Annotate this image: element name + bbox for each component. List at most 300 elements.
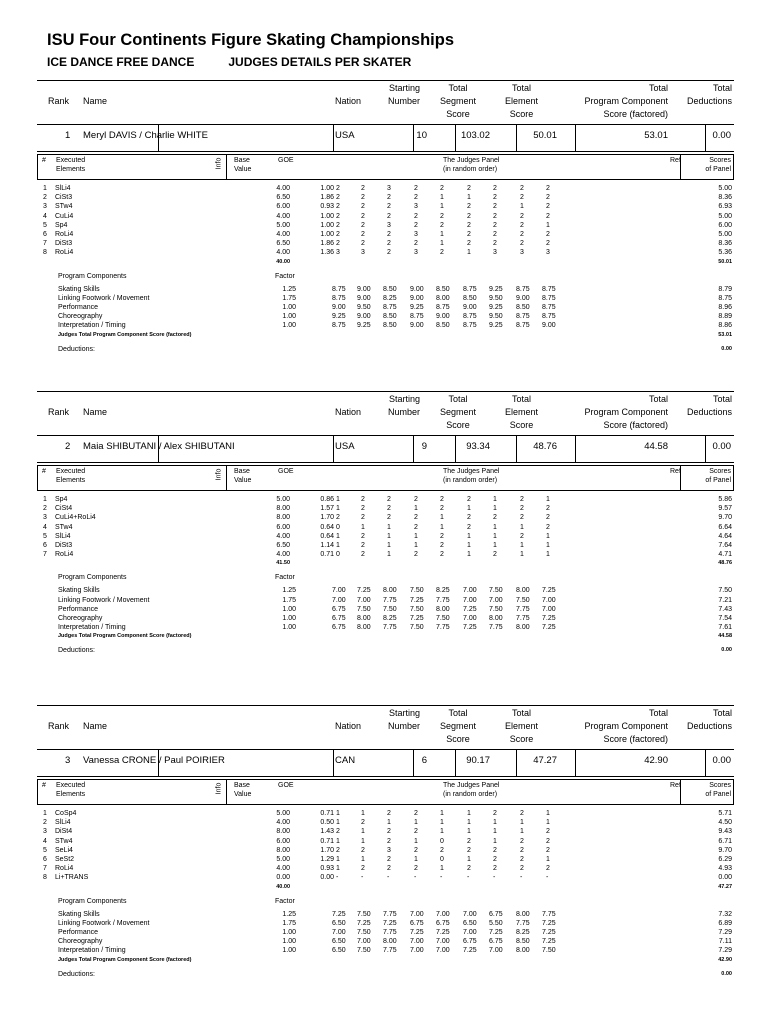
component-judge-score: 8.00 [436,605,450,613]
component-judge-score: 9.00 [463,304,477,311]
total-deductions-label-line: Deductions [686,96,732,106]
judge-score: 2 [440,846,444,854]
skater-nation: USA [335,130,355,141]
judge-score: 2 [361,203,365,211]
component-judge-score: 8.75 [436,304,450,311]
judge-score: 2 [520,865,524,873]
component-judge-score: 7.00 [489,947,503,955]
judge-score: 2 [493,856,497,863]
base-value: 0.00 [276,874,290,882]
components-header [37,273,734,282]
elements-label: Elements [56,166,86,173]
panel-score: 9.57 [718,505,732,513]
panel-score: 5.00 [718,212,732,220]
judge-score: 2 [467,837,471,845]
judge-score: 2 [361,846,365,854]
element-totals-row [37,259,734,268]
judge-score: 1 [467,249,471,257]
total-segment-score: 103.02 [460,130,490,141]
component-judge-score: 7.25 [357,587,371,595]
judge-score: 2 [467,212,471,220]
component-judge-score: 6.50 [332,947,346,955]
judge-score: 1 [520,523,524,531]
judge-score: 3 [414,203,418,211]
total-segment-score-label-line: Segment [439,407,476,417]
total-element-score-label [505,707,538,746]
component-judge-score: 7.00 [332,587,346,595]
goe-value: 0.71 [320,551,334,559]
total-program-component-label [584,393,668,432]
judge-score: 1 [467,551,471,559]
element-score-total: 47.27 [718,883,732,890]
component-row [37,929,734,938]
panel-score: 6.29 [718,856,732,863]
judge-score: 1 [493,496,497,503]
judge-score: 2 [387,837,391,845]
component-factor: 1.00 [282,322,296,330]
rank-label: Rank [48,721,70,731]
element-totals-row [37,560,734,569]
component-factor: 1.00 [282,929,296,936]
judge-score: 1 [440,819,444,827]
element-number: 1 [43,185,47,192]
event-name: ICE DANCE FREE DANCE [47,55,195,69]
component-name: Choreography [58,313,103,321]
base-value: 8.00 [276,505,290,513]
judge-score: 1 [520,542,524,549]
element-code: STw4 [55,837,73,845]
component-judge-score: 7.25 [463,947,477,955]
rank-label: Rank [48,96,70,106]
header-column-divider [575,124,576,151]
judge-score: 2 [361,240,365,248]
judge-score: 2 [467,514,471,522]
judge-score: 0 [336,523,340,531]
judge-score: 2 [467,231,471,238]
judge-score: - [467,874,470,882]
component-judge-score: 7.25 [410,615,424,622]
element-header-divider [226,466,227,490]
judge-score: 2 [336,514,340,522]
component-judge-score: 7.50 [357,947,371,955]
judge-score: 2 [520,221,524,229]
component-judge-score: 7.25 [542,919,556,927]
header-column-divider [705,124,706,151]
factor-label: Factor [275,574,295,582]
value-label: Value [234,791,252,798]
component-judge-score: 7.00 [410,938,424,946]
judge-score: 2 [414,865,418,873]
starting-number-label-line: Starting [388,708,420,718]
judge-score: - [387,874,390,882]
total-segment-score-label [440,707,476,746]
judge-score: 1 [387,542,391,549]
judge-score: 2 [467,865,471,873]
element-row [37,496,734,505]
judge-score: 2 [467,240,471,248]
total-deductions: 0.00 [712,130,731,141]
total-deductions-label [687,707,732,733]
component-factor: 1.00 [282,304,296,311]
judge-score: 2 [467,523,471,531]
judges-total-label: Judges Total Program Component Score (factored) [58,331,192,338]
element-row [37,231,734,240]
header-column-divider [455,749,456,776]
judge-score: 2 [387,240,391,248]
goe-label: GOE [278,157,294,164]
elements-label: Elements [56,477,86,484]
component-judge-score: 7.50 [357,605,371,613]
component-name: Choreography [58,938,103,946]
starting-number-label [388,707,420,733]
judge-score: 2 [440,496,444,503]
goe-value: 0.71 [320,837,334,845]
of-panel-label: of Panel [705,166,731,173]
component-row [37,587,734,596]
judge-score: 2 [414,212,418,220]
component-judge-score: 7.25 [542,615,556,622]
panel-score: 8.36 [718,194,732,202]
goe-value: 1.36 [320,249,334,257]
judge-score: 2 [414,194,418,202]
component-factor: 1.75 [282,919,296,927]
judge-score: 2 [520,837,524,845]
component-judge-score: 7.75 [542,910,556,918]
total-program-component-label-line: Program Component [584,721,668,731]
element-code: SlLi4 [55,185,71,192]
component-judge-score: 7.00 [463,910,477,918]
judge-score: 2 [387,194,391,202]
judge-score: 2 [440,505,444,513]
element-number: 8 [43,874,47,882]
panel-score: 4.64 [718,532,732,540]
component-name: Performance [58,304,99,311]
panel-score: 9.43 [718,828,732,836]
of-panel-label: of Panel [705,791,731,798]
judge-score: 1 [336,505,340,513]
component-judge-score: 9.00 [542,322,556,330]
judge-score: 1 [546,496,550,503]
judge-score: 2 [493,514,497,522]
skater-rank: 3 [65,755,71,766]
factor-label: Factor [275,272,295,280]
goe-value: 1.00 [320,185,334,192]
element-row [37,514,734,523]
name-label: Name [83,721,108,731]
judge-score: 2 [361,212,365,220]
element-number: 3 [43,828,47,836]
component-judge-score: 7.25 [436,929,450,936]
total-element-score-label-line: Total [511,83,531,93]
judge-score: 1 [493,505,497,513]
judge-score: 2 [546,203,550,211]
component-judge-score: 9.25 [489,322,503,330]
component-judge-score: 7.25 [542,938,556,946]
judge-score: 2 [361,532,365,540]
info-label: Info [215,468,223,481]
judge-score: 1 [361,810,365,817]
component-factor: 1.00 [282,313,296,321]
judge-score: 3 [387,185,391,192]
base-value: 4.00 [276,231,290,238]
judge-score: 1 [493,819,497,827]
component-judge-score: 7.00 [410,947,424,955]
total-deductions-label-line: Total [712,83,732,93]
total-segment-score: 90.17 [466,755,490,766]
base-value: 5.00 [276,810,290,817]
component-panel-score: 7.43 [718,605,732,613]
component-judge-score: 7.00 [436,947,450,955]
component-name: Interpretation / Timing [58,624,126,632]
component-judge-score: 7.00 [357,596,371,604]
judge-score: 1 [467,194,471,202]
judge-score: 1 [336,496,340,503]
component-row [37,947,734,956]
element-number: 1 [43,496,47,503]
component-judge-score: 8.25 [383,615,397,622]
element-number: 7 [43,865,47,873]
page-subtitle [47,55,411,69]
judge-score: 2 [336,846,340,854]
deductions-label: Deductions: [58,345,95,353]
judge-score: 1 [493,542,497,549]
component-panel-score: 7.61 [718,624,732,632]
component-factor: 1.00 [282,938,296,946]
judge-score: 1 [467,542,471,549]
goe-value: 1.00 [320,231,334,238]
base-value: 4.00 [276,819,290,827]
element-row [37,838,734,847]
goe-value: 0.00 [320,874,334,882]
component-judge-score: 7.50 [516,596,530,604]
component-factor: 1.00 [282,947,296,955]
total-program-component-label-line: Score (factored) [603,109,668,119]
panel-score: 6.64 [718,523,732,531]
skater-name: Maia SHIBUTANI / Alex SHIBUTANI [83,441,235,452]
element-number: 6 [43,231,47,238]
executed-label: Executed [56,782,86,789]
judge-score: 2 [520,212,524,220]
judge-score: - [414,874,417,882]
header-column-divider [705,749,706,776]
component-judge-score: 8.00 [383,938,397,946]
random-order-label: (in random order) [443,791,498,798]
total-element-score-label-line: Score [509,420,534,430]
element-number: 2 [43,505,47,513]
component-judge-score: 7.25 [463,605,477,613]
judge-score: 2 [414,551,418,559]
starting-number: 9 [421,441,427,452]
total-segment-score-label-line: Score [446,420,470,430]
element-row [37,185,734,194]
element-number: 2 [43,194,47,202]
element-number: 5 [43,532,47,540]
judge-score: 1 [387,819,391,827]
judge-score: 2 [361,819,365,827]
header-column-divider [516,124,517,151]
component-judge-score: 6.75 [332,624,346,632]
component-factor: 1.25 [282,910,296,918]
skater-summary-header [37,391,734,463]
goe-value: 0.93 [320,203,334,211]
random-order-label: (in random order) [443,477,498,484]
judge-score: 2 [414,240,418,248]
starting-number: 6 [421,755,427,766]
judges-panel-label: The Judges Panel [443,782,500,789]
program-components-label: Program Components [58,574,127,582]
deductions-total: 0.00 [721,345,732,352]
judge-score: - [361,874,364,882]
component-judge-score: 7.50 [436,615,450,622]
skater-name: Meryl DAVIS / Charlie WHITE [83,130,208,141]
element-code: SlLi4 [55,819,71,827]
component-name: Skating Skills [58,587,100,595]
judge-score: 1 [336,819,340,827]
judge-score: 2 [387,231,391,238]
goe-value: 0.64 [320,523,334,531]
judge-score: 1 [414,542,418,549]
component-judge-score: 7.75 [436,624,450,632]
total-pcs-score: 53.01 [644,130,668,141]
starting-number-label [388,82,420,108]
component-judge-score: 8.75 [332,322,346,330]
component-judge-score: 7.75 [516,919,530,927]
judge-score: 2 [414,846,418,854]
total-deductions-label-line: Deductions [686,721,732,731]
goe-value: 0.64 [320,532,334,540]
element-code: Li+TRANS [55,874,89,882]
component-judge-score: 8.25 [436,587,450,595]
rank-label: Rank [48,407,70,417]
element-code: DiSt3 [55,240,73,248]
element-code: STw4 [55,523,73,531]
component-judge-score: 8.00 [357,615,371,622]
component-judge-score: 8.00 [436,294,450,302]
component-judge-score: 8.50 [436,322,450,330]
total-program-component-label [584,707,668,746]
nation-label: Nation [335,96,362,106]
num-label: # [42,157,46,164]
judge-score: 1 [414,837,418,845]
component-judge-score: 7.00 [489,596,503,604]
component-judge-score: 8.75 [463,313,477,321]
judge-score: 2 [467,221,471,229]
judge-score: 1 [546,532,550,540]
base-value-total: 40.00 [276,883,290,890]
element-number: 4 [43,523,47,531]
num-label: # [42,782,46,789]
judge-score: 1 [493,523,497,531]
deductions-total: 0.00 [721,647,732,654]
judges-total-row [37,957,734,966]
component-judge-score: 8.25 [383,294,397,302]
judge-score: 3 [414,231,418,238]
judge-score: 1 [414,505,418,513]
element-score-total: 48.76 [718,560,732,567]
component-name: Skating Skills [58,910,100,918]
total-program-component-label-line: Total [648,83,668,93]
judge-score: 2 [414,221,418,229]
total-deductions: 0.00 [712,755,731,766]
component-name: Linking Footwork / Movement [58,596,150,604]
judge-score: 2 [414,496,418,503]
component-judge-score: 9.50 [489,313,503,321]
judge-score: 1 [336,542,340,549]
component-judge-score: 5.50 [489,919,503,927]
component-name: Performance [58,929,99,936]
component-judge-score: 7.75 [383,624,397,632]
component-judge-score: 8.75 [516,313,530,321]
component-judge-score: 7.75 [383,929,397,936]
judge-score: 0 [440,837,444,845]
component-name: Linking Footwork / Movement [58,919,150,927]
component-judge-score: 9.25 [332,313,346,321]
goe-value: 1.43 [320,828,334,836]
total-element-score: 50.01 [533,130,557,141]
judge-score: 2 [336,203,340,211]
judge-score: 1 [493,828,497,836]
component-judge-score: 6.50 [332,938,346,946]
total-deductions: 0.00 [712,441,731,452]
base-value: 6.00 [276,523,290,531]
judge-score: 1 [440,203,444,211]
goe-value: 0.86 [320,496,334,503]
skater-nation: CAN [335,755,356,766]
component-factor: 1.25 [282,587,296,595]
element-code: CoSp4 [55,810,77,817]
component-panel-score: 7.32 [718,910,732,918]
element-code: DiSt3 [55,542,73,549]
judge-score: 2 [493,221,497,229]
judge-score: 3 [361,249,365,257]
element-row [37,828,734,837]
deductions-label: Deductions: [58,647,95,655]
judge-score: 2 [440,249,444,257]
component-judge-score: 7.25 [332,910,346,918]
total-segment-score: 93.34 [466,441,490,452]
judge-score: 1 [440,865,444,873]
judge-score: 1 [336,837,340,845]
base-value: 4.00 [276,185,290,192]
name-label: Name [83,407,108,417]
component-factor: 1.00 [282,624,296,632]
skater-rank: 1 [65,130,71,141]
goe-value: 1.57 [320,505,334,513]
judge-score: 2 [520,231,524,238]
total-segment-score-label-line: Score [446,734,470,744]
header-divider [37,124,734,125]
judge-score: 2 [520,532,524,540]
component-panel-score: 6.89 [718,919,732,927]
component-judge-score: 7.00 [463,587,477,595]
component-judge-score: 6.75 [332,615,346,622]
page-title: ISU Four Continents Figure Skating Championships [47,31,455,49]
panel-score: 5.71 [718,810,732,817]
judge-score: 2 [336,185,340,192]
element-row [37,505,734,514]
judge-score: 1 [467,532,471,540]
value-label: Value [234,477,252,484]
component-panel-score: 7.50 [718,587,732,595]
judge-score: - [493,874,496,882]
judges-total-label: Judges Total Program Component Score (factored) [58,956,192,963]
element-row [37,847,734,856]
judge-score: - [520,874,523,882]
info-label: Info [215,782,223,795]
header-column-divider [575,749,576,776]
component-judge-score: 9.00 [332,304,346,311]
base-value: 8.00 [276,828,290,836]
